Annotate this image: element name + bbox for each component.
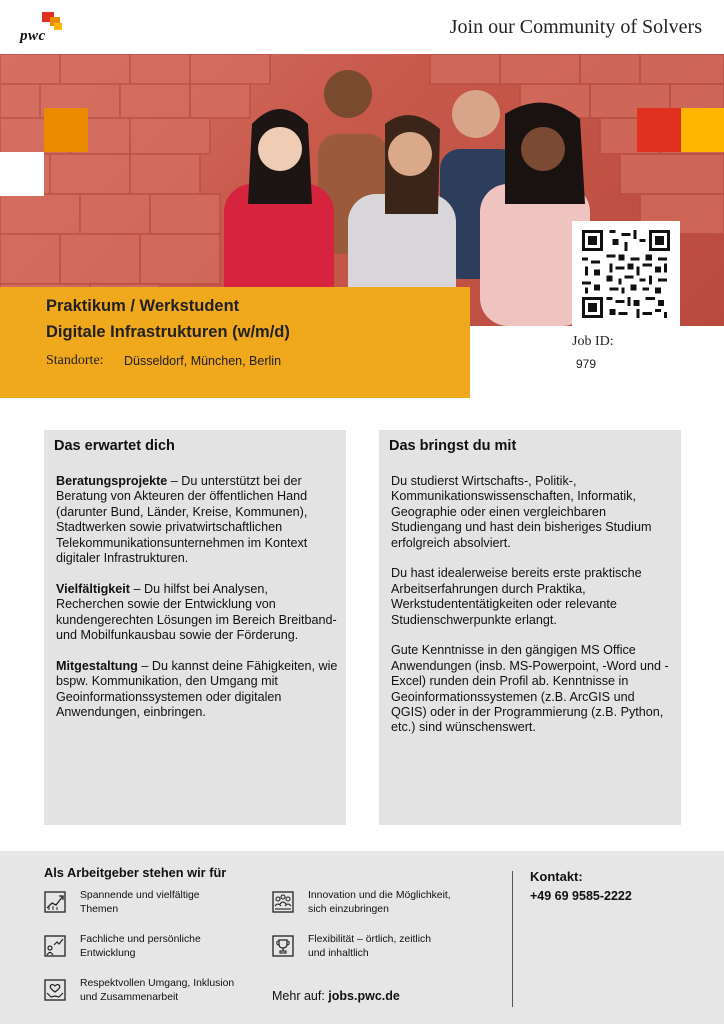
expect-item-text: – Du unterstützt bei der Beratung von Akteuren der öffentlichen Hand (darunter Bund, Länder, Kreise, Kommunen), Stadtwerken sowie privatwirtschaftlichen Telekommunikationsunternehmen im Kontext digitaler Infrastrukturen.: [56, 474, 308, 566]
more-info: [272, 989, 400, 1003]
job-title-line1: Praktikum / Werkstudent: [46, 297, 240, 315]
presentation-icon: [44, 935, 66, 957]
chart-growth-icon: [44, 891, 66, 913]
expect-item: [56, 474, 338, 566]
locations-label: Standorte:: [46, 353, 104, 368]
job-title-band: [0, 287, 470, 398]
requirement-paragraph: Gute Kenntnisse in den gängigen MS Office Anwendungen (insb. MS-Powerpoint, -Word und -Excel) runden dein Profil ab. Kenntnisse in Geoinformationssystemen (z.B. ArcGIS und QGIS) oder in der Programmierung (z.B. Python, etc.) sind wünschenswert.: [391, 643, 669, 735]
expect-item-title: Mitgestaltung: [56, 658, 138, 673]
benefit-item: [272, 933, 462, 967]
expect-item-text: – Du kannst deine Fähigkeiten, wie bspw. Kommunikation, den Umgang mit Geoinformationssystemen oder digitalen Anwendungen, einbringen.: [56, 658, 338, 720]
logo-wordmark: pwc: [20, 28, 46, 44]
employer-footer: [0, 851, 724, 1024]
yellow-square-decoration: [681, 108, 724, 152]
benefit-text: sich einzubringen: [308, 904, 389, 915]
benefits-heading: Als Arbeitgeber stehen wir für: [44, 865, 227, 880]
benefit-text: Flexibilität – örtlich, zeitlich: [308, 934, 431, 945]
benefit-text: Spannende und vielfältige: [80, 890, 200, 901]
benefit-item: [44, 889, 234, 923]
expect-item: [56, 659, 338, 721]
requirement-paragraph: Du hast idealerweise bereits erste praktische Arbeitserfahrungen durch Praktika, Werkstudententätigkeiten oder relevante Studienschwerpunkte erlangt.: [391, 566, 642, 627]
requirements-section: [379, 430, 681, 825]
jobs-link[interactable]: jobs.pwc.de: [328, 989, 400, 1003]
requirement-paragraph: Du studierst Wirtschafts-, Politik-, Kommunikationswissenschaften, Informatik, Geographie oder einen vergleichbaren Studiengang und hast dein bisheriges Studium erfolgreich absolviert.: [391, 474, 652, 550]
footer-divider: [512, 871, 513, 1007]
benefit-text: Entwicklung: [80, 948, 136, 959]
benefit-item: [44, 933, 234, 967]
expect-section: [44, 430, 346, 825]
trophy-icon: [272, 935, 294, 957]
qr-code[interactable]: [572, 221, 680, 327]
pwc-logo: [20, 12, 64, 46]
expect-body: [56, 474, 338, 736]
benefit-text: und inhaltlich: [308, 948, 369, 959]
orange-square-decoration: [44, 108, 88, 152]
expect-item: [56, 582, 338, 644]
contact-label: Kontakt:: [530, 869, 583, 884]
team-icon: [272, 891, 294, 913]
expect-item-text: – Du hilfst bei Analysen, Recherchen sowie der Entwicklung von kundengerechten Lösungen im Bereich Breitband- und Mobilfunkausbau sowie der Förderung.: [56, 581, 337, 643]
job-title-line2: Digitale Infrastrukturen (w/m/d): [46, 323, 290, 341]
benefit-text: Fachliche und persönliche: [80, 934, 201, 945]
white-square-decoration: [0, 152, 44, 196]
expect-item-title: Beratungsprojekte: [56, 474, 168, 488]
requirements-heading: Das bringst du mit: [389, 438, 517, 454]
heart-hands-icon: [44, 979, 66, 1001]
job-id-value: 979: [576, 357, 597, 371]
expect-item-title: Vielfältigkeit: [56, 581, 130, 596]
locations-value: Düsseldorf, München, Berlin: [124, 354, 282, 368]
contact-phone[interactable]: +49 69 9585-2222: [530, 889, 632, 903]
expect-heading: Das erwartet dich: [54, 438, 175, 454]
requirements-body: [391, 474, 673, 751]
benefit-text: und Zusammenarbeit: [80, 992, 179, 1003]
benefit-item: [44, 977, 234, 1011]
page-header: [0, 0, 724, 54]
benefit-text: Innovation und die Möglichkeit,: [308, 890, 451, 901]
job-id-label: Job ID:: [572, 334, 614, 349]
benefit-text: Respektvollen Umgang, Inklusion: [80, 978, 235, 989]
benefit-text: Themen: [80, 904, 119, 915]
red-square-decoration: [637, 108, 681, 152]
tagline: Join our Community of Solvers: [449, 16, 702, 38]
more-label: Mehr auf:: [272, 989, 325, 1003]
benefit-item: [272, 889, 462, 923]
